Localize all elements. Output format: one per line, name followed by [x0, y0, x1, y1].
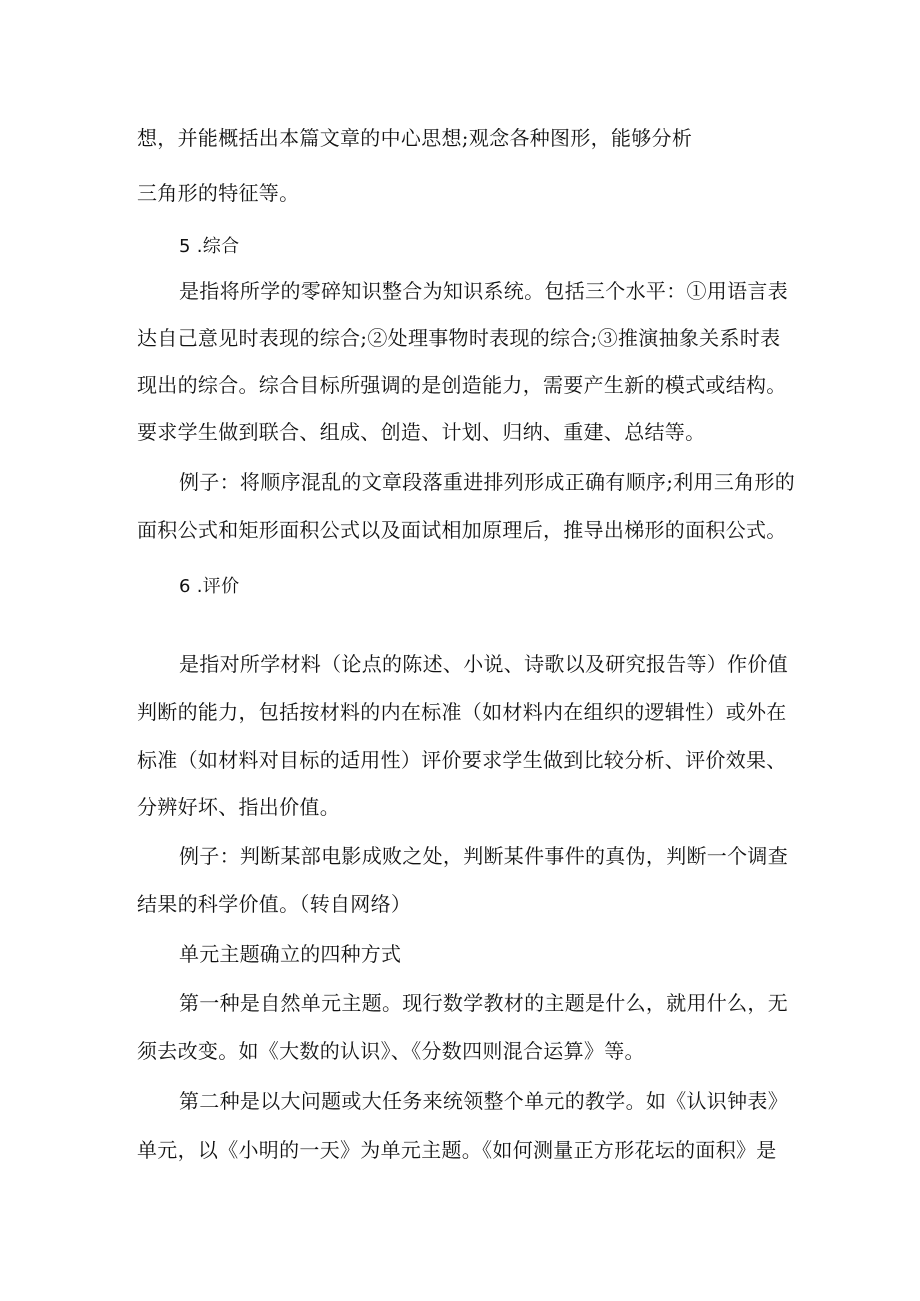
paragraph-line: 想，并能概括出本篇文章的中心思想;观念各种图形，能够分析: [137, 126, 693, 150]
paragraph-line: 分辨好坏、指出价值。: [137, 795, 340, 819]
paragraph-line: 是指将所学的零碎知识整合为知识系统。包括三个水平：①用语言表: [179, 279, 788, 303]
paragraph-line: 达自己意见时表现的综合;②处理事物时表现的综合;③推演抽象关系时表: [137, 326, 781, 350]
paragraph-line: 三角形的特征等。: [137, 181, 300, 205]
paragraph-line: 例子：判断某部电影成败之处，判断某件事件的真伪，判断一个调查: [179, 844, 788, 868]
paragraph-line: 要求学生做到联合、组成、创造、计划、归纳、重建、总结等。: [137, 420, 706, 444]
paragraph-line: 例子：将顺序混乱的文章段落重进排列形成正确有顺序;利用三角形的: [179, 470, 796, 494]
section-title: 单元主题确立的四种方式: [179, 942, 402, 966]
paragraph-line: 第二种是以大问题或大任务来统领整个单元的教学。如《认识钟表》: [179, 1089, 788, 1113]
paragraph-line: 是指对所学材料（论点的陈述、小说、诗歌以及研究报告等）作价值: [179, 652, 788, 676]
paragraph-line: 现出的综合。综合目标所强调的是创造能力，需要产生新的模式或结构。: [137, 373, 787, 397]
paragraph-line: 单元，以《小明的一天》为单元主题。《如何测量正方形花坛的面积》是: [137, 1138, 777, 1162]
paragraph-line: 判断的能力，包括按材料的内在标准（如材料内在组织的逻辑性）或外在: [137, 700, 787, 724]
section-heading-evaluation: 6 .评价: [179, 576, 240, 597]
paragraph-line: 结果的科学价值。（转自网络）: [137, 892, 412, 916]
paragraph-line: 面积公式和矩形面积公式以及面试相加原理后，推导出梯形的面积公式。: [137, 518, 787, 542]
section-heading-synthesis: 5 .综合: [179, 236, 240, 257]
paragraph-line: 第一种是自然单元主题。现行数学教材的主题是什么，就用什么，无: [179, 991, 788, 1015]
paragraph-line: 须去改变。如《大数的认识》、《分数四则混合运算》等。: [137, 1039, 645, 1063]
paragraph-line: 标准（如材料对目标的适用性）评价要求学生做到比较分析、评价效果、: [137, 748, 787, 772]
